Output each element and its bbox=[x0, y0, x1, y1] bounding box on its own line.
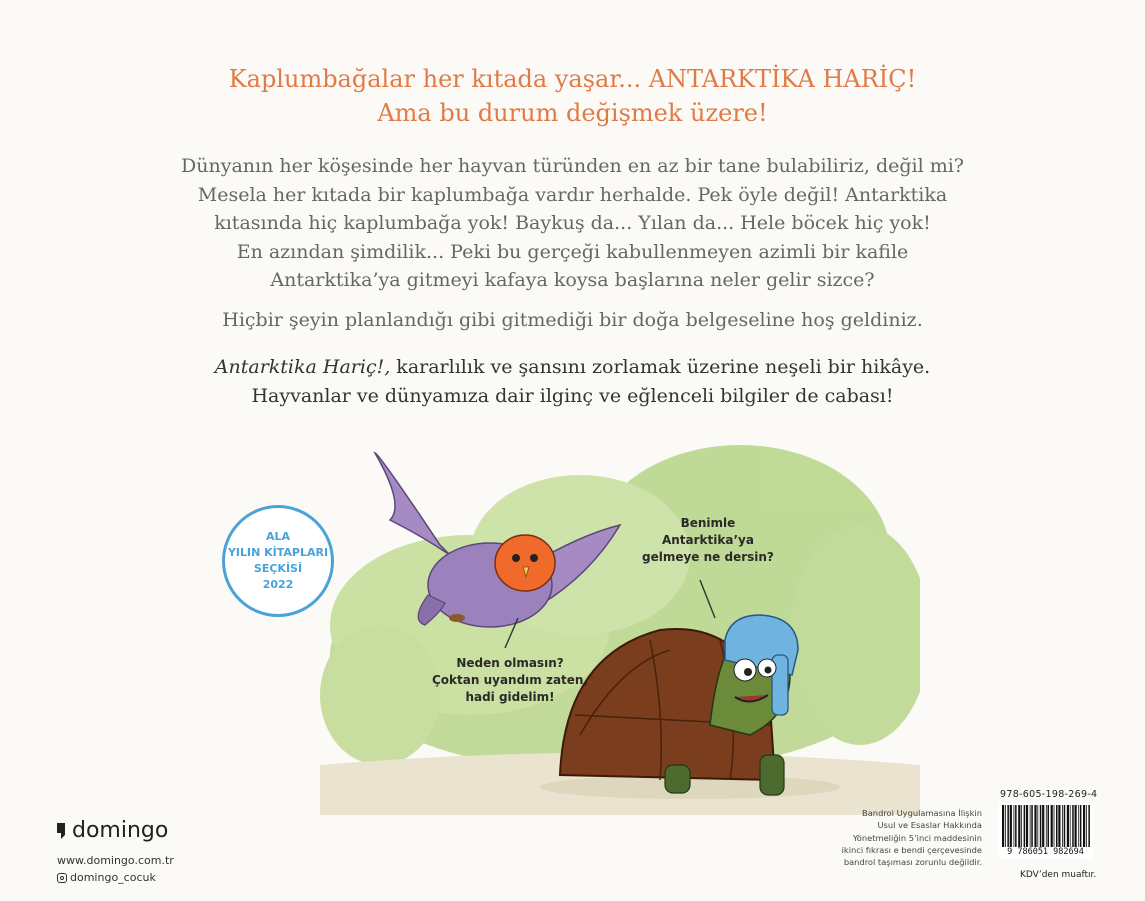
publisher-contact bbox=[57, 852, 174, 886]
bandrol-line: Usul ve Esaslar Hakkında bbox=[877, 820, 982, 831]
barcode-bar bbox=[1051, 805, 1053, 847]
barcode-bar bbox=[1067, 805, 1069, 847]
barcode-bar bbox=[1088, 805, 1090, 847]
tagline-line-1 bbox=[120, 353, 1025, 382]
description-line: Dünyanın her köşesinde her hayvan türünden en az bir tane bulabiliriz, değil mi? bbox=[181, 155, 964, 177]
description-line: En azından şimdilik... Peki bu gerçeği kabullenmeyen azimli bir kafile bbox=[236, 240, 909, 263]
publisher-logo bbox=[55, 818, 168, 843]
tagline-line-2: Hayvanlar ve dünyamıza dair ilginç ve eğlenceli bilgiler de cabası! bbox=[251, 385, 894, 407]
bandrol-line: Bandrol Uygulamasına İlişkin bbox=[862, 808, 982, 818]
barcode-bar bbox=[1042, 805, 1044, 847]
welcome-line: Hiçbir şeyin planlandığı gibi gitmediği bir doğa belgeseline hoş geldiniz. bbox=[222, 309, 923, 331]
owl-speech bbox=[432, 655, 588, 706]
publisher-logo-icon bbox=[55, 821, 69, 841]
barcode-bar bbox=[1048, 805, 1050, 847]
turtle-speech-line: gelmeye ne dersin? bbox=[642, 550, 774, 564]
bandrol-line: Yönetmeliğin 5’inci maddesinin bbox=[852, 832, 982, 843]
badge-line: 2022 bbox=[262, 578, 294, 591]
barcode-bar bbox=[1026, 805, 1028, 847]
owl-speech-line: Neden olmasın? bbox=[456, 656, 564, 670]
headline bbox=[0, 62, 1145, 130]
turtle-speech-line: Antarktika’ya bbox=[661, 533, 754, 547]
barcode-bar bbox=[1018, 805, 1020, 847]
barcode-bar bbox=[1046, 805, 1047, 847]
barcode-bar bbox=[1078, 805, 1079, 847]
barcode-bar bbox=[1083, 805, 1085, 847]
barcode-bar bbox=[1080, 805, 1082, 847]
badge-line: YILIN KİTAPLARI bbox=[227, 546, 329, 559]
barcode-bar bbox=[1005, 805, 1006, 847]
turtle-speech bbox=[642, 515, 774, 566]
publisher-social bbox=[57, 869, 174, 886]
barcode-bar bbox=[1064, 805, 1066, 847]
owl-speech-line: hadi gidelim! bbox=[465, 690, 555, 704]
barcode-bar bbox=[1014, 805, 1015, 847]
barcode-bar bbox=[1062, 805, 1063, 847]
badge-line: SEÇKİSİ bbox=[253, 562, 303, 575]
illustration-art bbox=[320, 435, 920, 815]
barcode-bar bbox=[1070, 805, 1071, 847]
publisher-website: www.domingo.com.tr bbox=[57, 854, 174, 867]
barcode-bar bbox=[1021, 805, 1022, 847]
cover-illustration bbox=[320, 435, 920, 815]
headline-line-2: Ama bu durum değişmek üzere! bbox=[377, 99, 768, 127]
barcode-bar bbox=[1056, 805, 1058, 847]
isbn-number: 978-605-198-269-4 bbox=[1000, 789, 1098, 800]
description-line: Mesela her kıtada bir kaplumbağa vardır herhalde. Pek öyle değil! Antarktika bbox=[197, 183, 948, 206]
barcode-bar bbox=[1030, 805, 1031, 847]
bandrol-line: ikinci fıkrası e bendi çerçevesinde bbox=[841, 844, 982, 855]
barcode-bar bbox=[1007, 805, 1009, 847]
barcode-bar bbox=[1034, 805, 1036, 847]
bandrol-line: bandrol taşıması zorunlu değildir. bbox=[843, 857, 982, 868]
tagline bbox=[120, 353, 1025, 411]
description-line: kıtasında hiç kaplumbağa yok! Baykuş da... Yılan da... Hele böcek hiç yok! bbox=[214, 212, 931, 234]
publisher-name: domingo bbox=[72, 818, 169, 843]
description-line: Antarktika’ya gitmeyi kafaya koysa başlarına neler gelir sizce? bbox=[270, 269, 875, 291]
barcode-bar bbox=[1075, 805, 1077, 847]
welcome-paragraph bbox=[150, 306, 995, 335]
description-paragraph bbox=[150, 152, 995, 295]
book-title: Antarktika Hariç!, bbox=[214, 356, 391, 378]
instagram-handle: domingo_cocuk bbox=[70, 871, 156, 884]
barcode-bar bbox=[1024, 805, 1026, 847]
barcode-bar bbox=[1010, 805, 1012, 847]
turtle-speech-line: Benimle bbox=[680, 516, 736, 530]
tax-exempt-note: KDV’den muaftır. bbox=[1020, 870, 1097, 880]
barcode-bar bbox=[1058, 805, 1060, 847]
barcode-bar bbox=[1054, 805, 1055, 847]
barcode-bar bbox=[1072, 805, 1074, 847]
barcode-bar bbox=[1037, 805, 1038, 847]
headline-line-1: Kaplumbağalar her kıtada yaşar... ANTARKTİKA HARİÇ! bbox=[228, 65, 917, 93]
barcode-bar bbox=[1086, 805, 1087, 847]
barcode-bar bbox=[1031, 805, 1033, 847]
award-badge bbox=[222, 505, 334, 617]
barcode-bar bbox=[1002, 805, 1004, 847]
barcode-bar bbox=[1040, 805, 1042, 847]
barcode-bar bbox=[1015, 805, 1017, 847]
tagline-line-1-rest: kararlılık ve şansını zorlamak üzerine neşeli bir hikâye. bbox=[390, 356, 931, 378]
bandrol-note bbox=[812, 807, 982, 868]
isbn-barcode bbox=[998, 803, 1093, 859]
instagram-icon bbox=[57, 873, 67, 883]
owl-speech-line: Çoktan uyandım zaten, bbox=[432, 673, 589, 687]
badge-line: ALA bbox=[265, 530, 291, 543]
barcode-digits: 9 786051 982694 bbox=[998, 847, 1093, 858]
